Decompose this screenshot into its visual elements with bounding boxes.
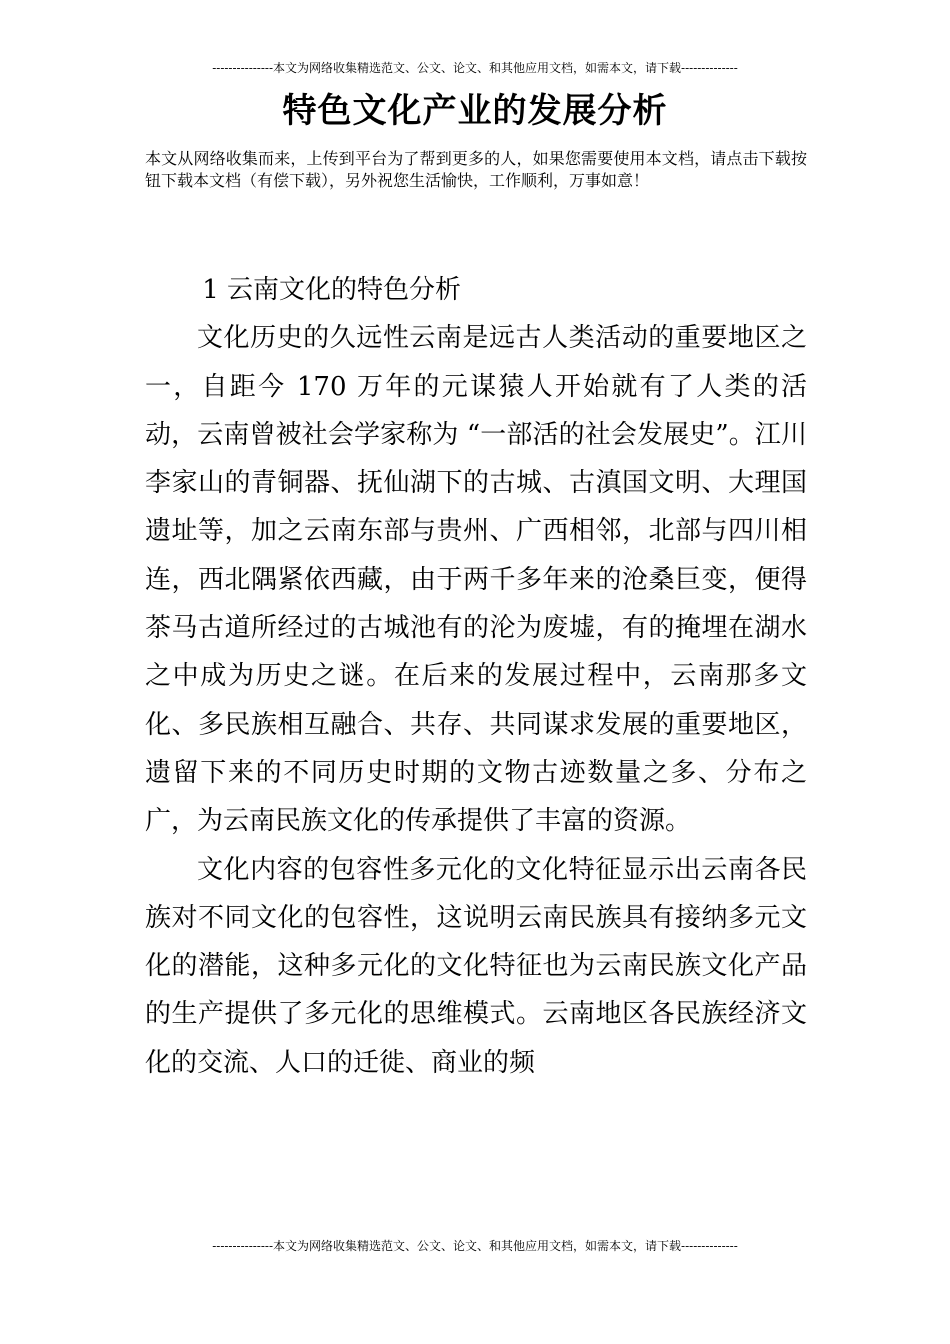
page-header-note: ---------------本文为网络收集精选范文、公文、论文、和其他应用文档，如需本文，请下载-------------- (212, 61, 738, 75)
body-paragraph-1: 文化历史的久远性云南是远古人类活动的重要地区之一，自距今 170 万年的元谋猿人开始就有了人类的活动，云南曾被社会学家称为 “一部活的社会发展史”。江川李家山的青铜器、抚仙湖下的古城、古滇国文明、大理国遗址等，加之云南东部与贵州、广西相邻，北部与四川相连，西北隅紧依西藏，由于两千多年来的沧桑巨变，便得茶马古道所经过的古城池有的沦为废墟，有的掩埋在湖水之中成为历史之谜。在后来的发展过程中，云南那多文化、多民族相互融合、共存、共同谋求发展的重要地区，遗留下来的不同历史时期的文物古迹数量之多、分布之广，为云南民族文化的传承提供了丰富的资源。 (145, 323, 807, 837)
document-body (145, 266, 807, 1087)
body-paragraph-2: 文化内容的包容性多元化的文化特征显示出云南各民族对不同文化的包容性，这说明云南民族具有接纳多元文化的潜能，这种多元化的文化特征也为云南民族文化产品的生产提供了多元化的思维模式。云南地区各民族经济文化的交流、人口的迁徙、商业的频 (145, 854, 807, 1078)
intro-notice: 本文从网络收集而来，上传到平台为了帮到更多的人，如果您需要使用本文档，请点击下载按钮下载本文档（有偿下载），另外祝您生活愉快，工作顺利，万事如意！ (145, 149, 807, 190)
document-title: 特色文化产业的发展分析 (282, 91, 668, 131)
page-footer-note: ---------------本文为网络收集精选范文、公文、论文、和其他应用文档，如需本文，请下载-------------- (212, 1239, 738, 1253)
section-heading: 1 云南文化的特色分析 (202, 275, 461, 305)
